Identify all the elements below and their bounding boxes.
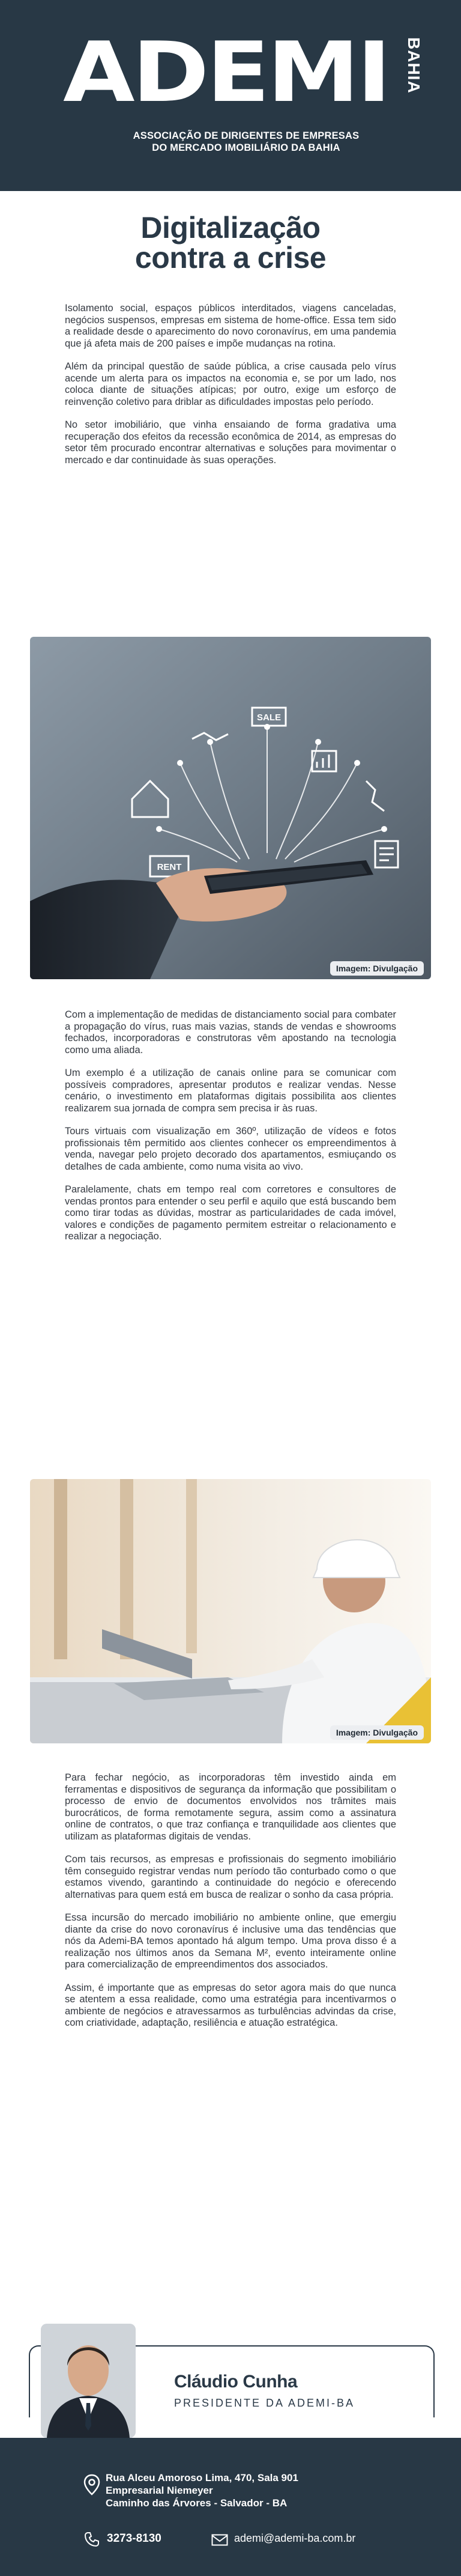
photo-engineer-laptop: [30, 1479, 431, 1743]
phone-icon: [84, 2532, 100, 2547]
paragraph: Isolamento social, espaços públicos interditados, viagens canceladas, negócios suspensos, empresas em sistema de home-office. Essa tem sido a realidade desde o aparecimento do novo coronavírus, em uma pandemia que já afeta mais de 200 países e impõe mudanças na rotina.: [65, 303, 396, 349]
paragraph: Tours virtuais com visualização em 360º, utilização de vídeos e fotos profissionais têm permitido aos clientes conhecer os empreendimentos à venda, navegar pelo projeto decorado dos apartamentos, esmiuçando os detalhes de cada ambiente, como numa visita ao vivo.: [65, 1126, 396, 1172]
footer-email[interactable]: ademi@ademi-ba.com.br: [234, 2532, 356, 2544]
logo-side-text: BAHIA: [405, 37, 423, 94]
article-section-1: [65, 303, 396, 478]
paragraph: Essa incursão do mercado imobiliário no ambiente online, que emergiu diante da crise do novo coronavírus é inclusive uma das tendências que nós da Ademi-BA temos apontado há algum tempo. Uma prova disso é a realização nos últimos anos da Semana M², evento inteiramente online para comercialização de empreendimentos dos associados.: [65, 1912, 396, 1970]
paragraph: Um exemplo é a utilização de canais online para se comunicar com possíveis compradores, apresentar produtos e realizar vendas. Nesse cenário, o investimento em plataformas digitais possibilita aos clientes realizarem sua jornada de compra sem precisa ir às ruas.: [65, 1068, 396, 1114]
smartphone-illustration: [30, 637, 431, 979]
paragraph: No setor imobiliário, que vinha ensaiando de forma gradativa uma recuperação dos efeitos da recessão econômica de 2014, as empresas do setor têm procurado encontrar alternativas e soluções para movimentar o mercado e dar continuidade às suas operações.: [65, 419, 396, 466]
paragraph: Com a implementação de medidas de distanciamento social para combater a propagação do vírus, ruas mais vazias, stands de vendas e showrooms fechados, incorporadoras e construtoras vêm apostando na tecnologia como uma aliada.: [65, 1009, 396, 1056]
email-icon: [211, 2534, 228, 2546]
footer: [0, 2438, 461, 2576]
paragraph: Paralelamente, chats em tempo real com corretores e consultores de vendas prontos para entender o seu perfil e aquilo que está buscando bem como tirar todas as dúvidas, mostrar as particularidades de cada imóvel, valores e condições de pagamento permitem estreitar o relacionamento e realizar a negociação.: [65, 1184, 396, 1242]
logo-subtitle: ASSOCIAÇÃO DE DIRIGENTES DE EMPRESAS DO MERCADO IMOBILIÁRIO DA BAHIA: [133, 130, 360, 153]
svg-text:RENT: RENT: [157, 862, 182, 872]
paragraph: Para fechar negócio, as incorporadoras têm investido ainda em ferramentas e dispositivos de segurança da informação que possibilitam o processo de envio de documentos envolvidos nos trâmites mais burocráticos, de forma remotamente segura, assim como a assinatura online de contratos, o que traz confiança e tranquilidade aos clientes que utilizam as plataformas digitais de vendas.: [65, 1772, 396, 1842]
image-caption: Imagem: Divulgação: [330, 961, 424, 976]
article-section-3: [65, 1772, 396, 2041]
article-section-2: [65, 1009, 396, 1254]
president-portrait: [41, 2324, 136, 2438]
paragraph: Com tais recursos, as empresas e profissionais do segmento imobiliário têm conseguido registrar vendas num período tão conturbado como o que estamos vivendo, garantindo a continuidade do negócio e oferecendo alternativas para quem está em busca de realizar o sonho da casa própria.: [65, 1854, 396, 1900]
logo-wordmark: ADEMI: [63, 24, 389, 121]
header-banner: [0, 0, 461, 191]
photo-smartphone-icons: [30, 637, 431, 979]
paragraph: Assim, é importante que as empresas do setor agora mais do que nunca se atentem a essa realidade, como uma estratégia para incentivarmos o ambiente de negócios e atravessarmos as turbulências advindas da crise, com criatividade, adaptação, resiliência e atuação estratégica.: [65, 1982, 396, 2028]
avatar: [41, 2324, 136, 2438]
footer-address: Rua Alceu Amoroso Lima, 470, Sala 901 Empresarial Niemeyer Caminho das Árvores - Salvador - BA: [106, 2472, 298, 2509]
article-title: Digitalização contra a crise: [134, 211, 327, 275]
signature-role: PRESIDENTE DA ADEMI-BA: [174, 2397, 355, 2409]
footer-phone[interactable]: 3273-8130: [107, 2532, 161, 2545]
signature-name: Cláudio Cunha: [174, 2372, 298, 2392]
location-pin-icon: [83, 2474, 101, 2496]
paragraph: Além da principal questão de saúde pública, a crise causada pelo vírus acende um alerta para os impactos na economia e, se por um lado, nos coloca diante de situações atípicas; por outro, exige um esforço de reinvenção coletivo para driblar as dificuldades impostas pelo período.: [65, 361, 396, 407]
engineer-illustration: [30, 1479, 431, 1743]
svg-text:SALE: SALE: [256, 712, 282, 723]
ademi-bahia-logo: [63, 24, 423, 169]
image-caption: Imagem: Divulgação: [330, 1725, 424, 1740]
